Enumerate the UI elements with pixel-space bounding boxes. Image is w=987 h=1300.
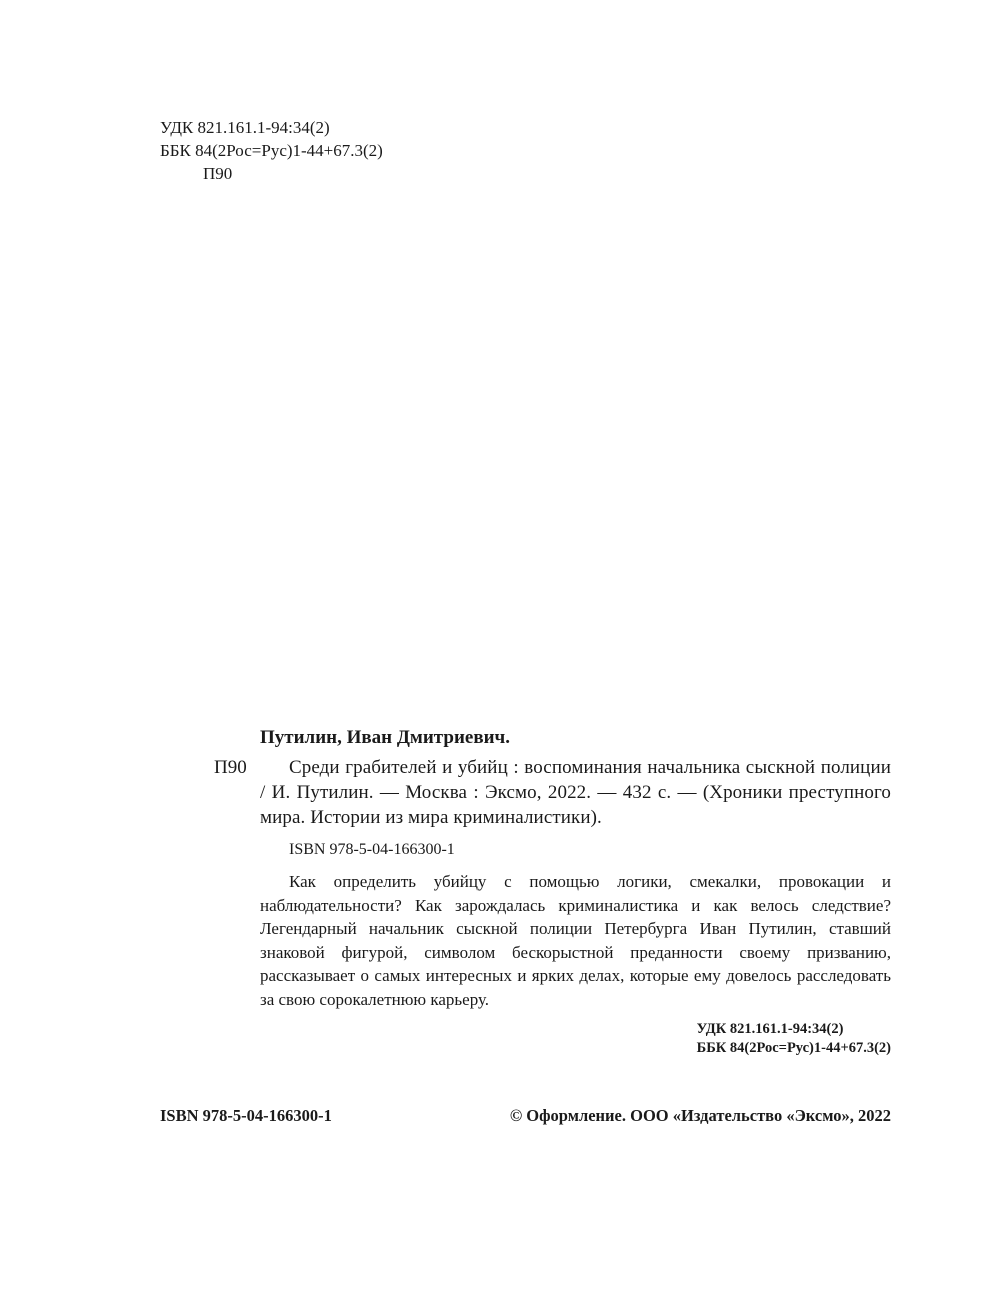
entry-author-mark: П90 <box>214 757 247 778</box>
entry-isbn: ISBN 978-5-04-166300-1 <box>289 841 455 858</box>
bottom-udk-code: УДК 821.161.1-94:34(2) <box>696 1021 844 1037</box>
author-heading: Путилин, Иван Дмитриевич. <box>260 727 510 748</box>
annotation: Как определить убийцу с помощью логики, смекалки, провокации и наблюдательности? Как зарождалась криминалистика и как велось следствие? Легендарный начальник сыскной полиции Петербурга Иван Путилин, ставший знаковой фигурой, символом бескорыстной преданности своему призванию, рассказывает о самых интересных и ярких делах, которые ему довелось расследовать за свою сорокалетнюю карьеру. <box>260 872 891 1009</box>
footer-isbn: ISBN 978-5-04-166300-1 <box>160 1106 332 1125</box>
bibliographic-description-block <box>214 755 891 830</box>
udk-code: УДК 821.161.1-94:34(2) <box>160 118 330 137</box>
bibliographic-description: Среди грабителей и убийц : воспоминания начальника сыскной полиции / И. Путилин. — Москва : Эксмо, 2022. — 432 с. — (Хроники преступного мира. Истории из мира криминалистики). <box>260 757 891 828</box>
bottom-classification-codes <box>697 1020 891 1058</box>
footer-copyright: © Оформление. ООО «Издательство «Эксмо», 2022 <box>509 1106 891 1125</box>
bbk-code: ББК 84(2Рос=Рус)1-44+67.3(2) <box>160 141 383 160</box>
bottom-bbk-code: ББК 84(2Рос=Рус)1-44+67.3(2) <box>696 1040 891 1056</box>
author-mark: П90 <box>203 164 233 183</box>
catalog-entry <box>214 726 891 1011</box>
top-classification-codes <box>160 116 383 185</box>
